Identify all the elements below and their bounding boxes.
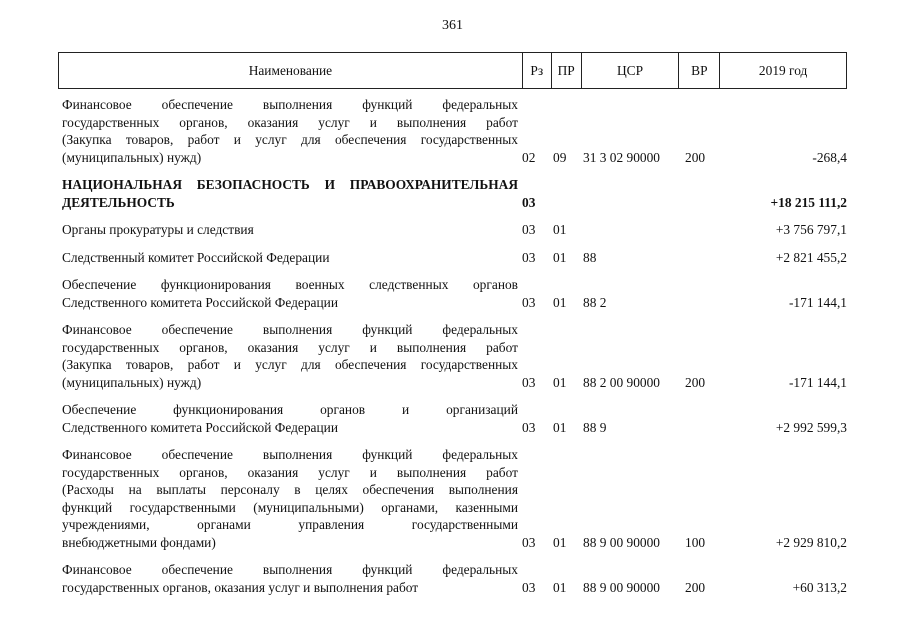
row-name-line: государственных органов, оказания услуг и выполнения работ (62, 114, 518, 130)
row-vr: 200 (685, 374, 706, 390)
row-pr: 01 (553, 249, 567, 265)
row-name-line: Финансовое обеспечение выполнения функций федеральных (62, 322, 518, 337)
row-name-line: внебюджетными фондами) (62, 534, 216, 550)
row-pr: 01 (553, 579, 567, 595)
row-name-line: (Закупка товаров, работ и услуг для обеспечения государственных (62, 357, 518, 372)
row-csr: 88 9 00 90000 (583, 579, 660, 595)
row-rz: 03 (522, 294, 536, 310)
table-body (62, 96, 847, 606)
row-name (62, 561, 518, 596)
row-rz: 03 (522, 579, 536, 595)
row-amount: +2 992 599,3 (775, 419, 847, 435)
row-amount: +2 929 810,2 (775, 534, 847, 550)
row-name (62, 96, 518, 166)
row-amount: +18 215 111,2 (770, 194, 847, 210)
row-pr: 01 (553, 294, 567, 310)
row-amount: +60 313,2 (792, 579, 847, 595)
row-name (62, 446, 518, 551)
row-rz: 03 (522, 534, 536, 550)
table-row (62, 446, 847, 551)
row-name-line: Финансовое обеспечение выполнения функций федеральных (62, 97, 518, 112)
row-name-line: Следственного комитета Российской Федерации (62, 419, 338, 435)
column-header-rz: Рз (522, 53, 551, 88)
row-rz: 02 (522, 149, 536, 165)
row-name-line: ДЕЯТЕЛЬНОСТЬ (62, 194, 175, 210)
row-name-line: (муниципальных) нужд) (62, 374, 202, 390)
row-vr: 200 (685, 579, 706, 595)
row-name-line: Финансовое обеспечение выполнения функций федеральных (62, 447, 518, 462)
row-csr: 88 2 00 90000 (583, 374, 660, 390)
row-name-line: Органы прокуратуры и следствия (62, 222, 254, 237)
row-amount: -171 144,1 (788, 374, 847, 390)
row-amount: -268,4 (812, 149, 847, 165)
row-name-line: Обеспечение функционирования органов и организаций (62, 402, 518, 417)
row-name (62, 276, 518, 311)
row-csr: 31 3 02 90000 (583, 149, 660, 165)
row-name (62, 176, 518, 211)
table-row (62, 321, 847, 391)
column-header-name: Наименование (248, 62, 333, 78)
row-name (62, 401, 518, 436)
row-name-line: учреждениями, органами управления государственными (62, 517, 518, 532)
row-csr: 88 (583, 249, 597, 265)
row-name-line: Следственного комитета Российской Федерации (62, 294, 338, 310)
row-name-line: (Закупка товаров, работ и услуг для обеспечения государственных (62, 132, 518, 147)
row-name-line: государственных органов, оказания услуг и выполнения работ (62, 339, 518, 355)
row-name-line: (Расходы на выплаты персоналу в целях обеспечения выполнения (62, 482, 518, 497)
row-pr: 01 (553, 534, 567, 550)
table-row (62, 561, 847, 596)
row-name-line: (муниципальных) нужд) (62, 149, 202, 165)
row-rz: 03 (522, 249, 536, 265)
table-row (62, 176, 847, 211)
row-amount: -171 144,1 (788, 294, 847, 310)
table-row (62, 249, 847, 267)
table-header (58, 52, 847, 89)
row-rz: 03 (522, 222, 536, 237)
table-row (62, 401, 847, 436)
row-vr: 100 (685, 534, 706, 550)
row-amount: +2 821 455,2 (775, 249, 847, 265)
row-rz: 03 (522, 194, 536, 210)
row-name-line: государственных органов, оказания услуг и выполнения работ (62, 464, 518, 480)
row-pr: 01 (553, 419, 567, 435)
row-name-line: функций государственными (муниципальными) органами, казенными (62, 499, 518, 515)
row-name (62, 321, 518, 391)
row-name (62, 221, 518, 239)
row-name-line: государственных органов, оказания услуг и выполнения работ (62, 579, 419, 595)
row-pr: 01 (553, 222, 567, 237)
page-number: 361 (442, 18, 463, 33)
row-pr: 09 (553, 149, 567, 165)
row-name-line: НАЦИОНАЛЬНАЯ БЕЗОПАСНОСТЬ И ПРАВООХРАНИТЕЛЬНАЯ (62, 177, 518, 192)
row-csr: 88 9 00 90000 (583, 534, 660, 550)
row-vr: 200 (685, 149, 706, 165)
column-header-csr: ЦСР (581, 53, 679, 88)
row-pr: 01 (553, 374, 567, 390)
row-name (62, 249, 518, 267)
row-amount: +3 756 797,1 (775, 222, 847, 237)
column-header-pr: ПР (551, 53, 581, 88)
row-name-line: Обеспечение функционирования военных следственных органов (62, 277, 518, 292)
column-header-vr: ВР (678, 53, 719, 88)
row-name-line: Финансовое обеспечение выполнения функций федеральных (62, 562, 518, 577)
row-csr: 88 9 (583, 419, 607, 435)
column-header-year: 2019 год (719, 53, 846, 88)
row-csr: 88 2 (583, 294, 607, 310)
table-row (62, 276, 847, 311)
row-name-line: Следственный комитет Российской Федерации (62, 249, 330, 265)
row-rz: 03 (522, 374, 536, 390)
table-row (62, 96, 847, 166)
table-row (62, 221, 847, 239)
row-rz: 03 (522, 419, 536, 435)
